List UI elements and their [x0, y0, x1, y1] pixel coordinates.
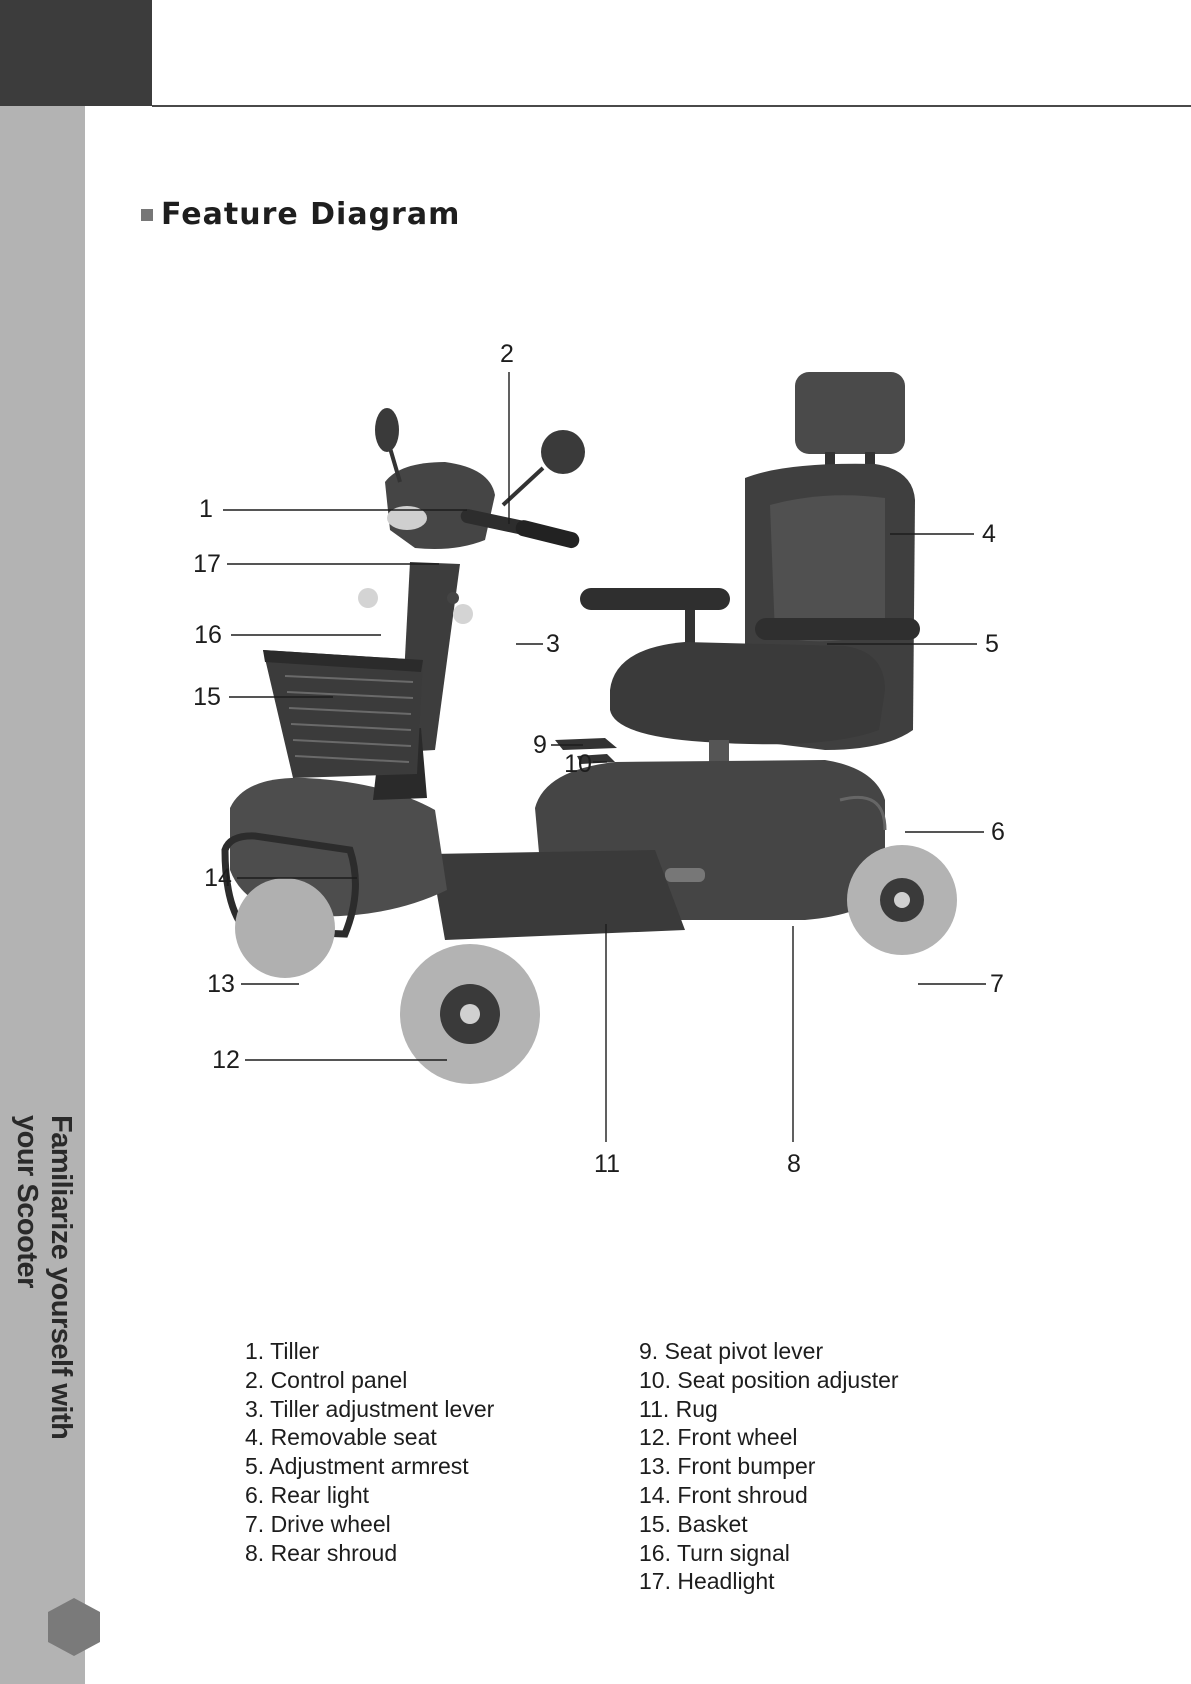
sidebar: [0, 106, 85, 1684]
legend-item: 11. Rug: [639, 1395, 718, 1422]
legend-item: 8. Rear shroud: [245, 1539, 398, 1566]
heading-bullet: [141, 209, 153, 221]
scooter-feature-diagram: [185, 330, 1015, 1190]
callout-14: 14: [204, 864, 232, 892]
callout-3: 3: [546, 630, 560, 658]
callout-5: 5: [985, 630, 999, 658]
callout-17: 17: [193, 550, 221, 578]
page-marker-hexagon: [46, 1596, 102, 1658]
legend-item: 13. Front bumper: [639, 1453, 816, 1480]
callout-10: 10: [564, 750, 592, 778]
header-corner-block: [0, 0, 152, 106]
page-title: Feature Diagram: [161, 197, 461, 232]
legend-item: 17. Headlight: [639, 1568, 775, 1595]
legend-item: 6. Rear light: [245, 1481, 370, 1508]
callout-16: 16: [194, 621, 222, 649]
section-heading: [141, 197, 460, 232]
legend-item: 5. Adjustment armrest: [245, 1453, 469, 1480]
legend-item: 3. Tiller adjustment lever: [245, 1395, 495, 1422]
legend-left-column: [245, 1337, 494, 1567]
callout-7: 7: [990, 970, 1004, 998]
callout-9: 9: [533, 731, 547, 759]
callout-11: 11: [594, 1150, 620, 1178]
legend-item: 14. Front shroud: [639, 1481, 808, 1508]
callout-15: 15: [193, 683, 221, 711]
legend-item: 4. Removable seat: [245, 1424, 437, 1451]
callout-13: 13: [207, 970, 235, 998]
legend-item: 10. Seat position adjuster: [639, 1366, 899, 1393]
callout-1: 1: [199, 495, 213, 523]
legend-right-column: [639, 1337, 899, 1596]
legend-item: 12. Front wheel: [639, 1424, 798, 1451]
legend-item: 16. Turn signal: [639, 1539, 790, 1566]
header-rule: [152, 105, 1191, 107]
scooter-illustration: [225, 372, 957, 1084]
legend-item: 7. Drive wheel: [245, 1510, 391, 1537]
callout-6: 6: [991, 818, 1005, 846]
callout-2: 2: [500, 340, 514, 368]
legend-item: 2. Control panel: [245, 1366, 408, 1393]
legend-item: 9. Seat pivot lever: [639, 1338, 824, 1364]
legend-item: 15. Basket: [639, 1510, 748, 1537]
callout-8: 8: [787, 1150, 801, 1178]
callout-12: 12: [212, 1046, 240, 1074]
callout-4: 4: [982, 520, 996, 548]
legend-item: 1. Tiller: [245, 1338, 320, 1364]
sidebar-section-title: Familiarize yourself with your Scooter: [11, 1115, 77, 1440]
